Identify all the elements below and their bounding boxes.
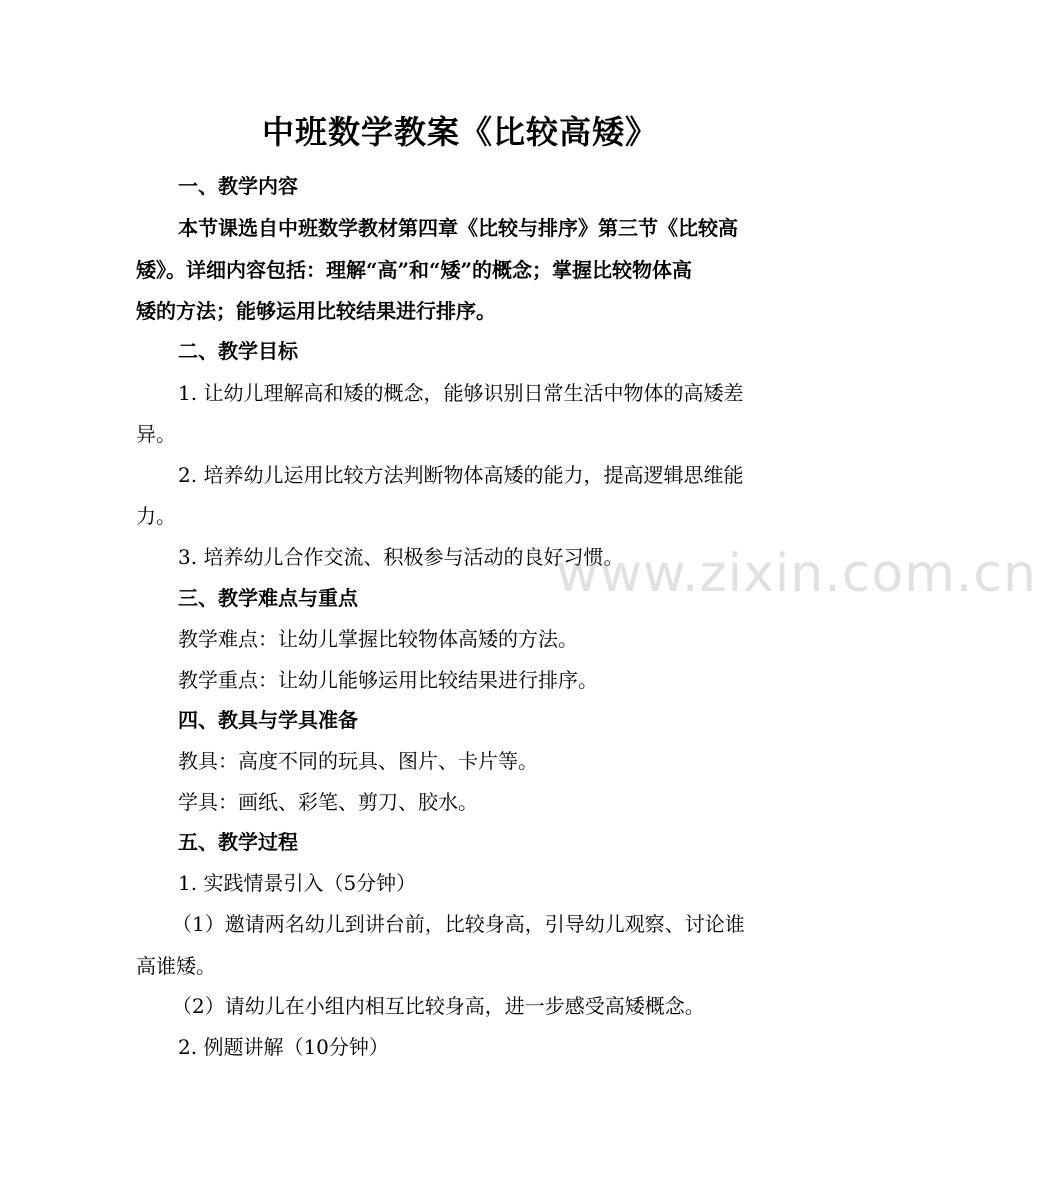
section-heading-process: 五、教学过程 xyxy=(178,830,298,854)
document-title: 中班数学教案《比较高矮》 xyxy=(261,113,658,151)
section-heading-materials: 四、教具与学具准备 xyxy=(178,708,358,732)
paragraph-line: 本节课选自中班数学教材第四章《比较与排序》第三节《比较高 xyxy=(178,216,738,240)
paragraph-line: 3. 培养幼儿合作交流、积极参与活动的良好习惯。 xyxy=(178,545,624,569)
watermark: www.zixin.com.cn xyxy=(556,544,1037,604)
paragraph-line: 力。 xyxy=(136,504,176,528)
paragraph-line: 2. 例题讲解（10分钟） xyxy=(178,1035,389,1059)
paragraph-line: （2）请幼儿在小组内相互比较身高，进一步感受高矮概念。 xyxy=(172,994,705,1018)
paragraph-line: 1. 实践情景引入（5分钟） xyxy=(178,871,417,895)
paragraph-line: 1. 让幼儿理解高和矮的概念，能够识别日常生活中物体的高矮差 xyxy=(178,381,744,405)
section-heading-key-points: 三、教学难点与重点 xyxy=(178,586,358,610)
paragraph-line: 异。 xyxy=(136,422,176,446)
paragraph-line: 教学重点：让幼儿能够运用比较结果进行排序。 xyxy=(178,668,598,692)
section-heading-content: 一、教学内容 xyxy=(178,174,298,198)
paragraph-line: 矮的方法；能够运用比较结果进行排序。 xyxy=(136,299,496,323)
paragraph-line: 高谁矮。 xyxy=(136,954,216,978)
section-heading-objectives: 二、教学目标 xyxy=(178,339,298,363)
paragraph-line: 2. 培养幼儿运用比较方法判断物体高矮的能力，提高逻辑思维能 xyxy=(178,463,744,487)
paragraph-line: 教具：高度不同的玩具、图片、卡片等。 xyxy=(178,749,538,773)
paragraph-line: 学具：画纸、彩笔、剪刀、胶水。 xyxy=(178,790,478,814)
paragraph-line: 矮》。详细内容包括：理解“高”和“矮”的概念；掌握比较物体高 xyxy=(136,258,693,282)
paragraph-line: 教学难点：让幼儿掌握比较物体高矮的方法。 xyxy=(178,627,578,651)
paragraph-line: （1）邀请两名幼儿到讲台前，比较身高，引导幼儿观察、讨论谁 xyxy=(172,912,745,936)
